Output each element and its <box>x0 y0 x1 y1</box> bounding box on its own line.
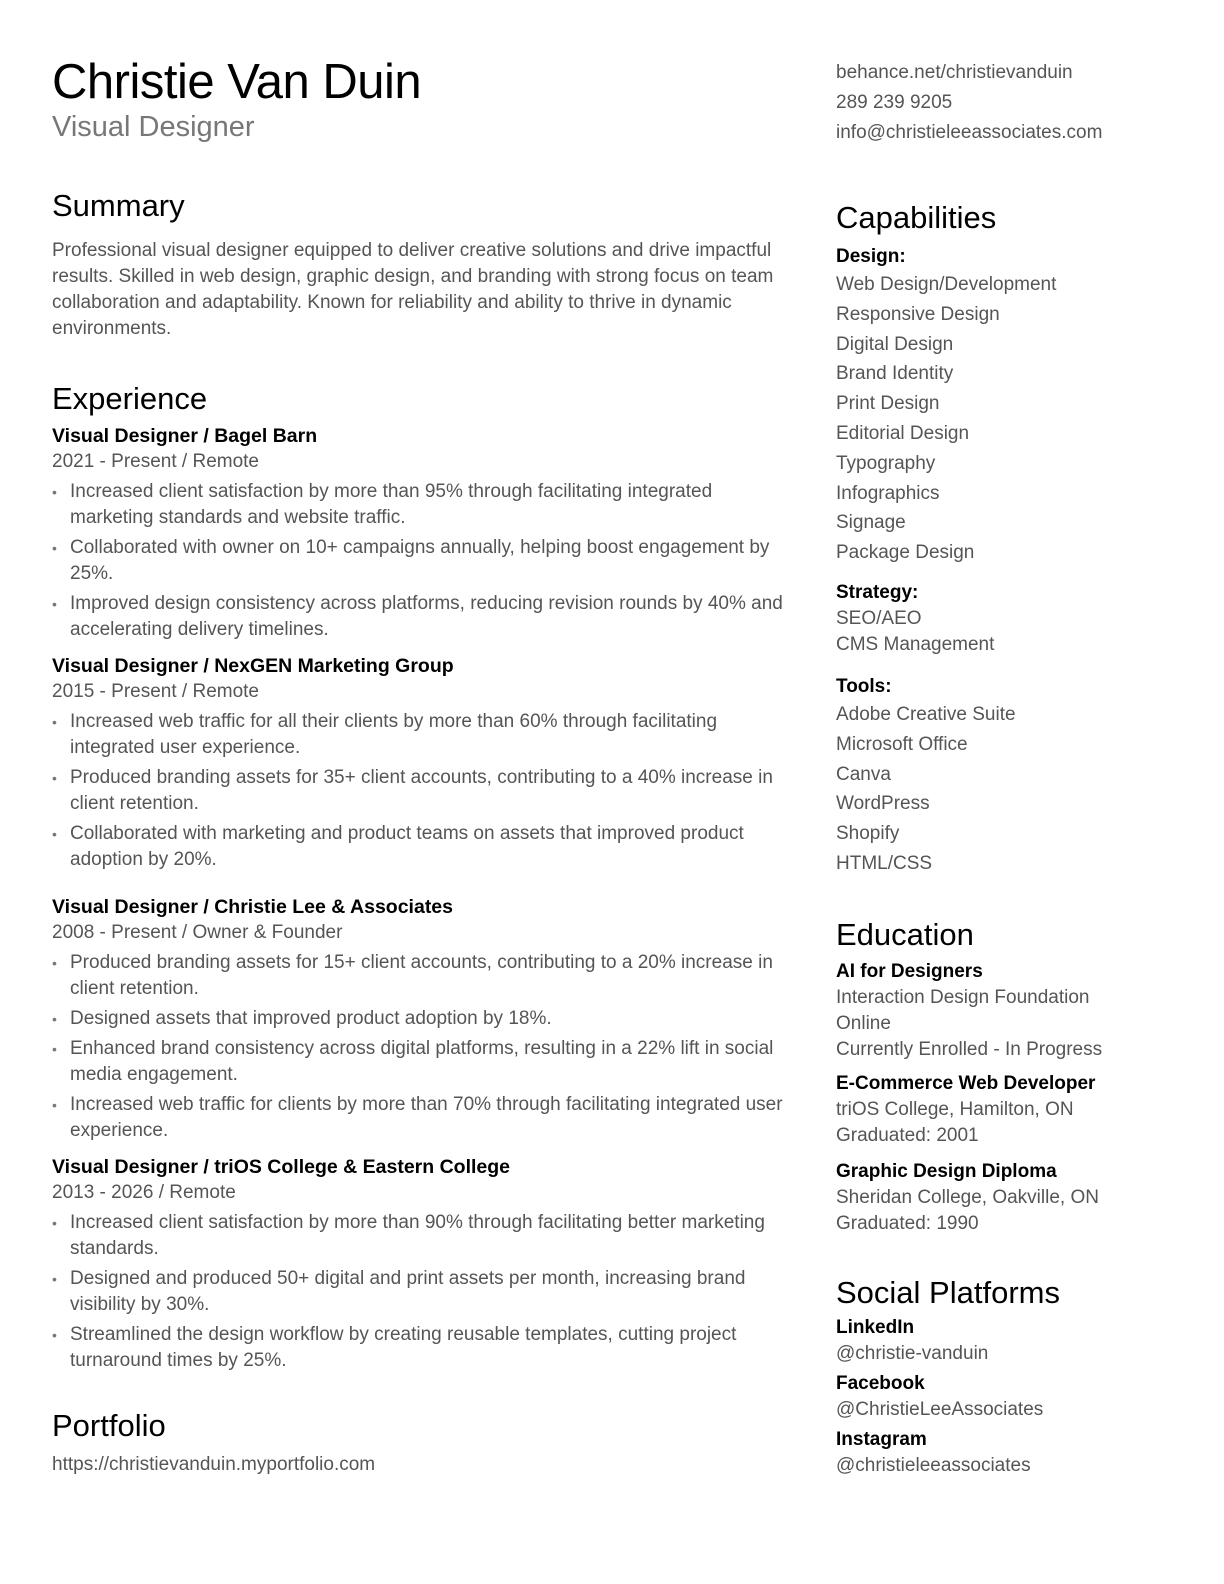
education-entry <box>836 1071 1206 1149</box>
job-bullets <box>52 709 792 873</box>
capability-group-strategy <box>836 580 1206 658</box>
social-entry <box>836 1315 1206 1367</box>
social-handle[interactable]: @ChristieLeeAssociates <box>836 1398 1044 1420</box>
capability-item: Microsoft Office <box>836 733 968 755</box>
capability-item: CMS Management <box>836 633 995 655</box>
job-bullet: • Increased client satisfaction by more than 95% through facilitating integrated marketing standards and website traffic. <box>52 479 792 531</box>
portfolio-link[interactable]: https://christievanduin.myportfolio.com <box>52 1454 376 1475</box>
capability-group-label: Tools: <box>836 675 892 697</box>
job-entry <box>52 894 792 1144</box>
summary-heading: Summary <box>52 188 185 223</box>
capability-item: SEO/AEO <box>836 607 922 629</box>
capability-item: HTML/CSS <box>836 852 933 874</box>
education-heading: Education <box>836 916 974 952</box>
capability-item: WordPress <box>836 793 930 815</box>
job-bullet: • Collaborated with marketing and product teams on assets that improved product adoption by 20%. <box>52 821 792 873</box>
education-entry <box>836 959 1206 1063</box>
capability-group-label: Strategy: <box>836 581 919 603</box>
candidate-name: Christie Van Duin <box>52 55 422 109</box>
job-meta: 2013 - 2026 / Remote <box>52 1182 236 1203</box>
job-title: Visual Designer / Bagel Barn <box>52 425 318 447</box>
education-line: Graduated: 2001 <box>836 1124 979 1146</box>
education-line: Interaction Design Foundation <box>836 986 1090 1008</box>
contact-block <box>836 58 1206 148</box>
summary-text: Professional visual designer equipped to deliver creative solutions and drive impactful results. Skilled in web design, graphic design, and branding with strong focus on team collaboration and adaptability. Known for reliability and ability to thrive in dynamic environments. <box>52 240 774 339</box>
social-platform: Facebook <box>836 1372 925 1394</box>
social-platform: Instagram <box>836 1428 927 1450</box>
capability-item: Package Design <box>836 542 975 564</box>
capability-item: Digital Design <box>836 333 954 355</box>
education-title: Graphic Design Diploma <box>836 1160 1057 1182</box>
left-column <box>52 54 792 1478</box>
right-column <box>836 58 1206 1479</box>
capability-item: Canva <box>836 763 891 785</box>
capability-group-design <box>836 244 1206 568</box>
education-title: AI for Designers <box>836 960 983 982</box>
job-bullet: • Produced branding assets for 35+ client accounts, contributing to a 40% increase in client retention. <box>52 765 792 817</box>
job-title: Visual Designer / NexGEN Marketing Group <box>52 655 454 677</box>
job-title: Visual Designer / Christie Lee & Associates <box>52 896 453 918</box>
job-bullets <box>52 479 792 643</box>
education-title: E-Commerce Web Developer <box>836 1072 1096 1094</box>
capability-item: Typography <box>836 452 936 474</box>
job-bullet: • Increased web traffic for clients by more than 70% through facilitating integrated user experience. <box>52 1092 792 1144</box>
social-heading: Social Platforms <box>836 1274 1060 1310</box>
capability-group-label: Design: <box>836 246 906 267</box>
social-platform: LinkedIn <box>836 1316 915 1338</box>
portfolio-heading: Portfolio <box>52 1408 166 1443</box>
job-entry <box>52 1154 792 1374</box>
social-handle[interactable]: @christieleeassociates <box>836 1454 1031 1476</box>
phone-number: 289 239 9205 <box>836 92 953 113</box>
job-bullet: • Collaborated with owner on 10+ campaigns annually, helping boost engagement by 25%. <box>52 535 792 587</box>
candidate-title: Visual Designer <box>52 111 255 143</box>
capability-item: Editorial Design <box>836 422 970 444</box>
job-entry <box>52 423 792 643</box>
job-bullet: • Produced branding assets for 15+ client accounts, contributing to a 20% increase in client retention. <box>52 950 792 1002</box>
job-bullet: • Improved design consistency across platforms, reducing revision rounds by 40% and accelerating delivery timelines. <box>52 591 792 643</box>
education-line: Online <box>836 1012 891 1034</box>
capability-item: Adobe Creative Suite <box>836 703 1016 725</box>
job-bullet: • Streamlined the design workflow by creating reusable templates, cutting project turnaround times by 25%. <box>52 1322 792 1374</box>
education-line: Currently Enrolled - In Progress <box>836 1038 1103 1060</box>
education-line: Sheridan College, Oakville, ON <box>836 1186 1099 1208</box>
education-line: triOS College, Hamilton, ON <box>836 1098 1074 1120</box>
experience-heading: Experience <box>52 381 208 416</box>
job-meta: 2008 - Present / Owner & Founder <box>52 922 343 943</box>
job-entry <box>52 653 792 873</box>
job-bullet: • Increased client satisfaction by more than 90% through facilitating better marketing standards. <box>52 1210 792 1262</box>
social-entry <box>836 1427 1206 1479</box>
job-title: Visual Designer / triOS College & Eastern College <box>52 1156 511 1178</box>
job-bullet: • Designed assets that improved product adoption by 18%. <box>52 1006 792 1032</box>
education-entry <box>836 1159 1206 1237</box>
capability-group-tools <box>836 674 1206 879</box>
job-bullets <box>52 1210 792 1374</box>
job-bullets <box>52 950 792 1144</box>
social-entry <box>836 1371 1206 1423</box>
education-line: Graduated: 1990 <box>836 1212 979 1234</box>
email-link[interactable]: info@christieleeassociates.com <box>836 122 1103 143</box>
capability-item: Shopify <box>836 823 900 845</box>
capability-item: Signage <box>836 512 906 534</box>
behance-link[interactable]: behance.net/christievanduin <box>836 62 1073 83</box>
job-meta: 2015 - Present / Remote <box>52 681 259 702</box>
job-meta: 2021 - Present / Remote <box>52 451 259 472</box>
social-handle[interactable]: @christie-vanduin <box>836 1342 989 1364</box>
capability-item: Brand Identity <box>836 363 954 385</box>
job-bullet: • Designed and produced 50+ digital and print assets per month, increasing brand visibility by 30%. <box>52 1266 792 1318</box>
job-bullet: • Enhanced brand consistency across digital platforms, resulting in a 22% lift in social media engagement. <box>52 1036 792 1088</box>
capability-item: Print Design <box>836 393 940 415</box>
capability-item: Responsive Design <box>836 303 1000 325</box>
capability-item: Infographics <box>836 482 940 504</box>
capability-item: Web Design/Development <box>836 274 1057 295</box>
capabilities-heading: Capabilities <box>836 200 997 235</box>
job-bullet: • Increased web traffic for all their clients by more than 60% through facilitating integrated user experience. <box>52 709 792 761</box>
